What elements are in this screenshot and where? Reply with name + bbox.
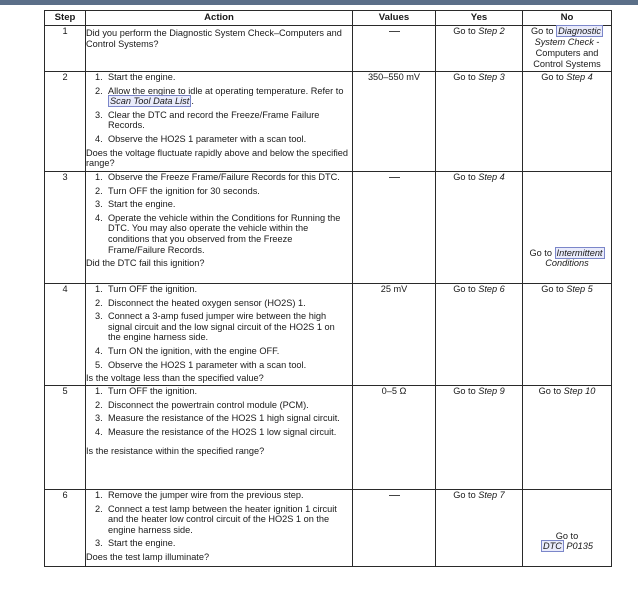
yes-cell: Go to Step 7 [436, 490, 523, 567]
question-text: Does the voltage fluctuate rapidly above and below the specified range? [86, 147, 349, 169]
question-text: Is the resistance within the specified range? [86, 446, 265, 457]
step-number: 6 [45, 490, 86, 567]
goto-step-link[interactable]: Step 2 [478, 26, 505, 36]
action-list [86, 72, 352, 145]
goto-step-link[interactable]: Step 6 [478, 284, 505, 294]
question-text: Did you perform the Diagnostic System Check–Computers and Control Systems? [86, 28, 342, 49]
action-item: 2. Allow the engine to idle at operating temperature. Refer to Scan Tool Data List . [95, 85, 344, 107]
no-cell: Go to Step 4 [523, 72, 612, 172]
scan-tool-data-list-link[interactable]: Scan Tool Data List [110, 96, 190, 107]
action-item: 1. Turn OFF the ignition. [95, 284, 198, 294]
no-cell: Go to Step 5 [523, 284, 612, 386]
action-item: 3. Start the engine. [95, 538, 176, 549]
no-cell [523, 26, 612, 72]
action-cell [86, 172, 353, 284]
action-cell [86, 490, 353, 567]
action-cell [86, 26, 353, 72]
yes-cell: Go to Step 6 [436, 284, 523, 386]
action-item: 4. Operate the vehicle within the Conditions for Running the DTC. You may also operate the vehicle within the conditions that you observed from the Freeze Frame/Failure Records. [95, 212, 341, 255]
action-list [86, 386, 352, 437]
header-yes: Yes [436, 11, 523, 26]
goto-prefix: Go to [453, 26, 479, 36]
action-item: 1. Turn OFF the ignition. [95, 386, 198, 396]
question-text: Does the test lamp illuminate? [86, 551, 210, 562]
table-row [45, 284, 612, 386]
dash-mark [389, 177, 400, 178]
yes-cell: Go to Step 9 [436, 386, 523, 490]
yes-cell: Go to Step 3 [436, 72, 523, 172]
values-cell [353, 172, 436, 284]
header-no: No [523, 11, 612, 26]
dash-mark [389, 31, 400, 32]
no-cell: Go to Step 10 [523, 386, 612, 490]
yes-cell [436, 26, 523, 72]
action-item: 4. Observe the HO2S 1 parameter with a scan tool. [95, 133, 307, 144]
values-cell: 0–5 Ω [353, 386, 436, 490]
no-cell [523, 490, 612, 567]
dash-mark [389, 495, 400, 496]
action-item: 3. Clear the DTC and record the Freeze/Frame Failure Records. [95, 109, 320, 131]
action-item: 2. Connect a test lamp between the heater ignition 1 circuit and the heater low control circuit of the HO2S 1 on the engine harness side. [95, 503, 337, 535]
header-step: Step [45, 11, 86, 26]
goto-step-link[interactable]: Step 4 [478, 172, 505, 182]
window-top-bar [0, 0, 638, 5]
table-row [45, 386, 612, 490]
goto-prefix: Go to [531, 26, 557, 36]
action-item: 5. Observe the HO2S 1 parameter with a scan tool. [95, 359, 307, 370]
action-list [86, 490, 352, 549]
goto-step-link[interactable]: Step 7 [478, 490, 505, 500]
action-item: 4. Turn ON the ignition, with the engine OFF. [95, 345, 280, 356]
question-text: Did the DTC fail this ignition? [86, 258, 205, 269]
no-cell: Go to Intermittent Conditions [523, 172, 612, 284]
action-cell [86, 386, 353, 490]
action-item: 3. Connect a 3-amp fused jumper wire between the high signal circuit and the low signal circuit of the HO2S 1 on the engine harness side. [95, 311, 335, 343]
step-number: 4 [45, 284, 86, 386]
values-cell: 25 mV [353, 284, 436, 386]
action-list [86, 172, 352, 255]
action-item: 4. Measure the resistance of the HO2S 1 low signal circuit. [95, 426, 337, 437]
goto-target-italic: Conditions [545, 258, 589, 269]
step-number: 1 [45, 26, 86, 72]
table-row [45, 172, 612, 284]
table-row [45, 26, 612, 72]
dtc-link[interactable]: DTC [542, 541, 562, 552]
header-values: Values [353, 11, 436, 26]
diagnostic-table [44, 10, 612, 567]
action-list [86, 284, 352, 370]
goto-step-link[interactable]: Step 3 [478, 72, 505, 82]
goto-target-italic: System Check [534, 37, 594, 47]
table-row [45, 72, 612, 172]
action-item: 1. Remove the jumper wire from the previous step. [95, 490, 304, 500]
action-item: 1. Start the engine. [95, 72, 176, 82]
values-cell: 350–550 mV [353, 72, 436, 172]
values-cell [353, 490, 436, 567]
action-cell [86, 284, 353, 386]
action-item: 1. Observe the Freeze Frame/Failure Records for this DTC. [95, 172, 340, 182]
action-cell [86, 72, 353, 172]
step-number: 5 [45, 386, 86, 490]
values-cell [353, 26, 436, 72]
goto-target-rest: - Computers and Control Systems [533, 37, 601, 69]
step-number: 2 [45, 72, 86, 172]
action-item: 2. Disconnect the heated oxygen sensor (HO2S) 1. [95, 297, 306, 308]
yes-cell: Go to Step 4 [436, 172, 523, 284]
goto-step-link[interactable]: Step 9 [478, 386, 505, 396]
action-item: 3. Measure the resistance of the HO2S 1 high signal circuit. [95, 413, 340, 424]
goto-prefix: Go to [555, 530, 579, 541]
header-action: Action [86, 11, 353, 26]
action-item: 2. Disconnect the powertrain control module (PCM). [95, 399, 309, 410]
goto-step-link[interactable]: Step 5 [566, 284, 593, 294]
action-item: 2. Turn OFF the ignition for 30 seconds. [95, 185, 260, 196]
intermittent-conditions-link[interactable]: Intermittent [556, 247, 603, 258]
goto-step-link[interactable]: Step 10 [563, 386, 596, 396]
goto-step-link[interactable]: Step 4 [566, 72, 593, 82]
action-item: 3. Start the engine. [95, 199, 176, 210]
dtc-code: P0135 [563, 541, 593, 552]
diagnostic-system-check-link[interactable]: Diagnostic [558, 26, 601, 36]
step-number: 3 [45, 172, 86, 284]
table-row [45, 490, 612, 567]
header-row [45, 11, 612, 26]
question-text: Is the voltage less than the specified value? [86, 373, 264, 384]
